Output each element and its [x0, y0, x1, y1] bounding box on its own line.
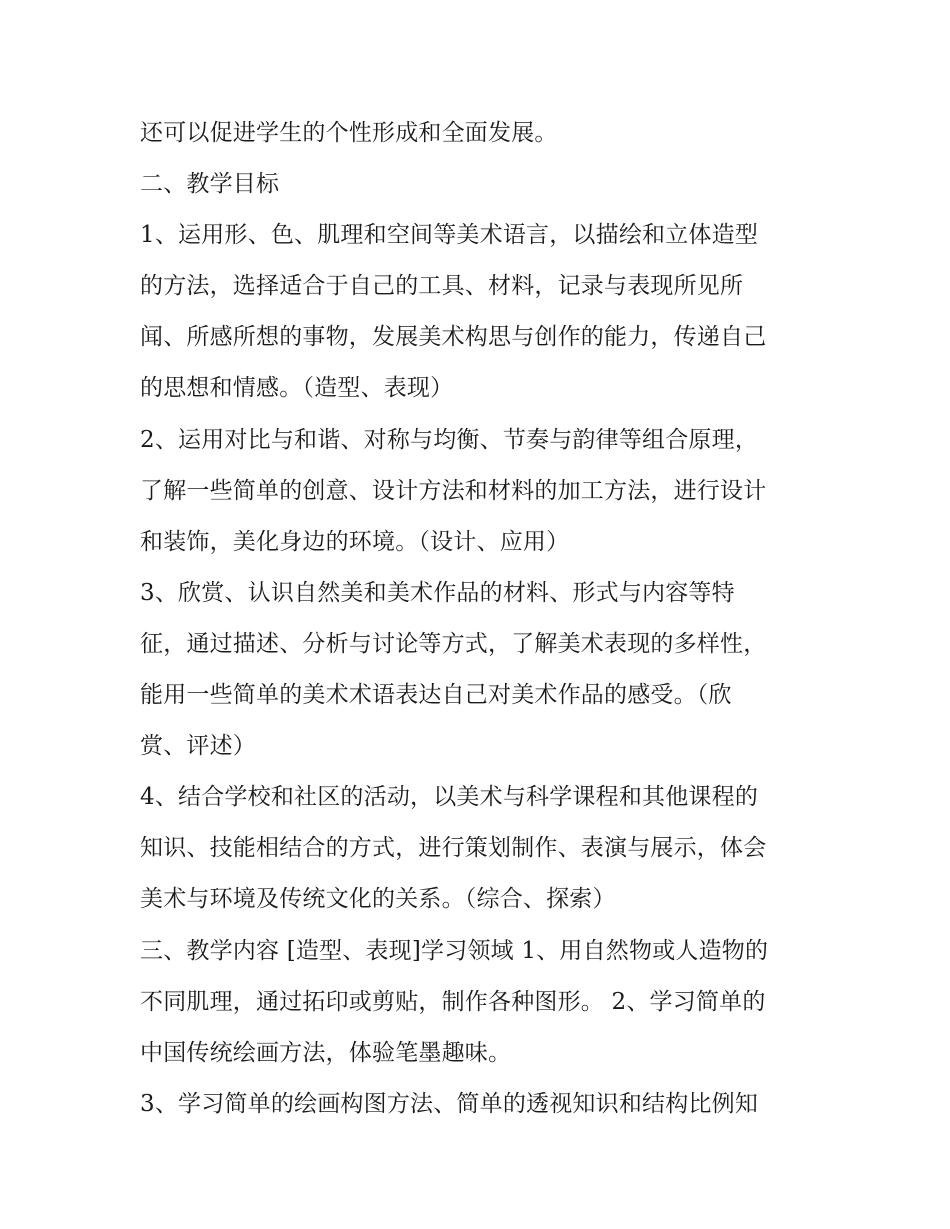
text-line: 3、学习简单的绘画构图方法、简单的透视知识和结构比例知 [140, 1090, 759, 1117]
text-line: 了解一些简单的创意、设计方法和材料的加工方法，进行设计 [140, 477, 767, 504]
text-line: 美术与环境及传统文化的关系。（综合、探索） [140, 886, 616, 913]
document-body [140, 108, 820, 1130]
text-line: 征，通过描述、分析与讨论等方式，了解美术表现的多样性， [140, 630, 767, 657]
text-line: 和装饰，美化身边的环境。（设计、应用） [140, 528, 570, 555]
text-line: 中国传统绘画方法，体验笔墨趣味。 [140, 1039, 512, 1066]
section-heading: 三、教学内容 [造型、表现]学习领域 1、用自然物或人造物的 [140, 937, 769, 964]
text-line: 能用一些简单的美术术语表达自己对美术作品的感受。（欣 [140, 682, 732, 709]
text-line: 不同肌理，通过拓印或剪贴，制作各种图形。 2、学习简单的 [140, 988, 766, 1015]
text-line: 知识、技能相结合的方式，进行策划制作、表演与展示，体会 [140, 835, 767, 862]
text-line: 4、结合学校和社区的活动，以美术与科学课程和其他课程的 [140, 784, 759, 811]
text-line: 2、运用对比与和谐、对称与均衡、节奏与韵律等组合原理， [140, 426, 759, 453]
text-line: 赏、评述） [140, 733, 256, 760]
text-line: 的方法，选择适合于自己的工具、材料，记录与表现所见所 [140, 273, 744, 300]
section-heading: 二、教学目标 [140, 171, 280, 198]
text-line: 的思想和情感。（造型、表现） [140, 375, 454, 402]
text-line: 还可以促进学生的个性形成和全面发展。 [140, 120, 558, 146]
text-line: 3、欣赏、认识自然美和美术作品的材料、形式与内容等特 [140, 579, 735, 606]
text-line: 1、运用形、色、肌理和空间等美术语言，以描绘和立体造型 [140, 222, 759, 249]
text-line: 闻、所感所想的事物，发展美术构思与创作的能力，传递自己 [140, 324, 767, 351]
